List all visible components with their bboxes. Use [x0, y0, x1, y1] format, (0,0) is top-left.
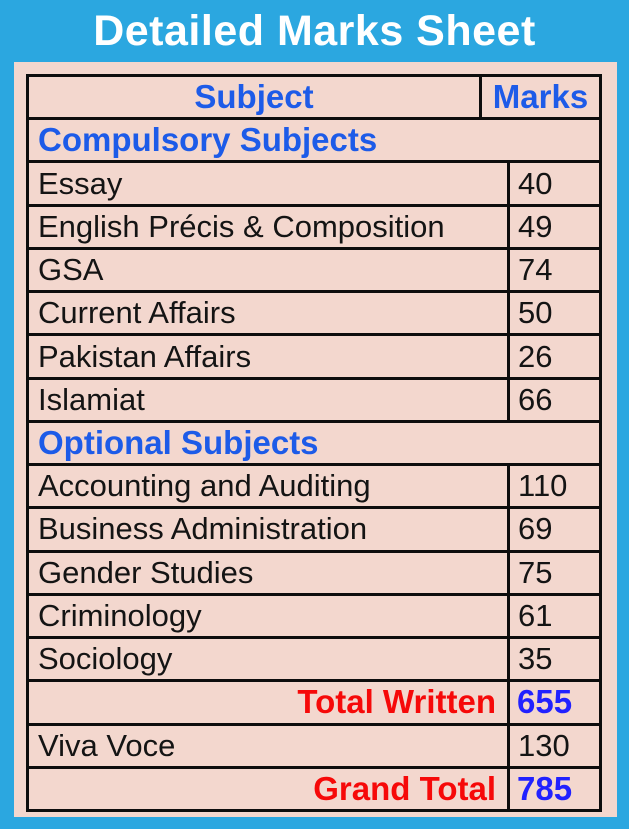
marks-cell: 66: [507, 380, 599, 420]
total-value: 785: [507, 769, 599, 809]
total-value: 655: [507, 682, 599, 722]
total-written-row: [29, 679, 599, 722]
subject-cell: Pakistan Affairs: [38, 338, 252, 374]
marks-cell: 26: [507, 336, 599, 376]
table-header-row: [29, 77, 599, 117]
table-row: [29, 247, 599, 290]
marks-cell: 110: [507, 466, 599, 506]
subject-cell: Criminology: [38, 597, 202, 633]
section-row-optional: [29, 420, 599, 463]
subject-column-header: Subject: [194, 78, 314, 116]
table-row: [29, 593, 599, 636]
table-row: [29, 160, 599, 203]
marks-cell: 130: [507, 726, 599, 766]
marks-cell: 49: [507, 207, 599, 247]
table-row: [29, 333, 599, 376]
marks-cell: 35: [507, 639, 599, 679]
subject-cell: Current Affairs: [38, 295, 236, 331]
subject-cell: Essay: [38, 165, 123, 201]
marks-cell: 50: [507, 293, 599, 333]
subject-cell: GSA: [38, 252, 104, 288]
section-label: Optional Subjects: [38, 423, 319, 461]
page-title: Detailed Marks Sheet: [93, 6, 536, 55]
marks-panel: [14, 62, 617, 817]
total-label: Total Written: [297, 683, 496, 721]
grand-total-row: [29, 766, 599, 809]
table-row: [29, 506, 599, 549]
marks-cell: 69: [507, 509, 599, 549]
marks-cell: 61: [507, 596, 599, 636]
marks-table: [26, 74, 602, 812]
subject-cell: Gender Studies: [38, 554, 254, 590]
table-row: [29, 723, 599, 766]
table-row: [29, 290, 599, 333]
table-row: [29, 204, 599, 247]
table-row: [29, 636, 599, 679]
section-label: Compulsory Subjects: [38, 121, 378, 159]
section-row-compulsory: [29, 117, 599, 160]
marks-cell: 40: [507, 163, 599, 203]
subject-cell: Viva Voce: [38, 727, 176, 763]
marks-cell: 74: [507, 250, 599, 290]
marks-cell: 75: [507, 553, 599, 593]
table-row: [29, 463, 599, 506]
total-label: Grand Total: [313, 769, 496, 807]
table-row: [29, 377, 599, 420]
table-row: [29, 550, 599, 593]
subject-cell: Sociology: [38, 641, 173, 677]
subject-cell: English Précis & Composition: [38, 208, 445, 244]
subject-cell: Islamiat: [38, 381, 145, 417]
marks-column-header: Marks: [479, 77, 599, 117]
subject-cell: Business Administration: [38, 511, 368, 547]
subject-cell: Accounting and Auditing: [38, 468, 371, 504]
